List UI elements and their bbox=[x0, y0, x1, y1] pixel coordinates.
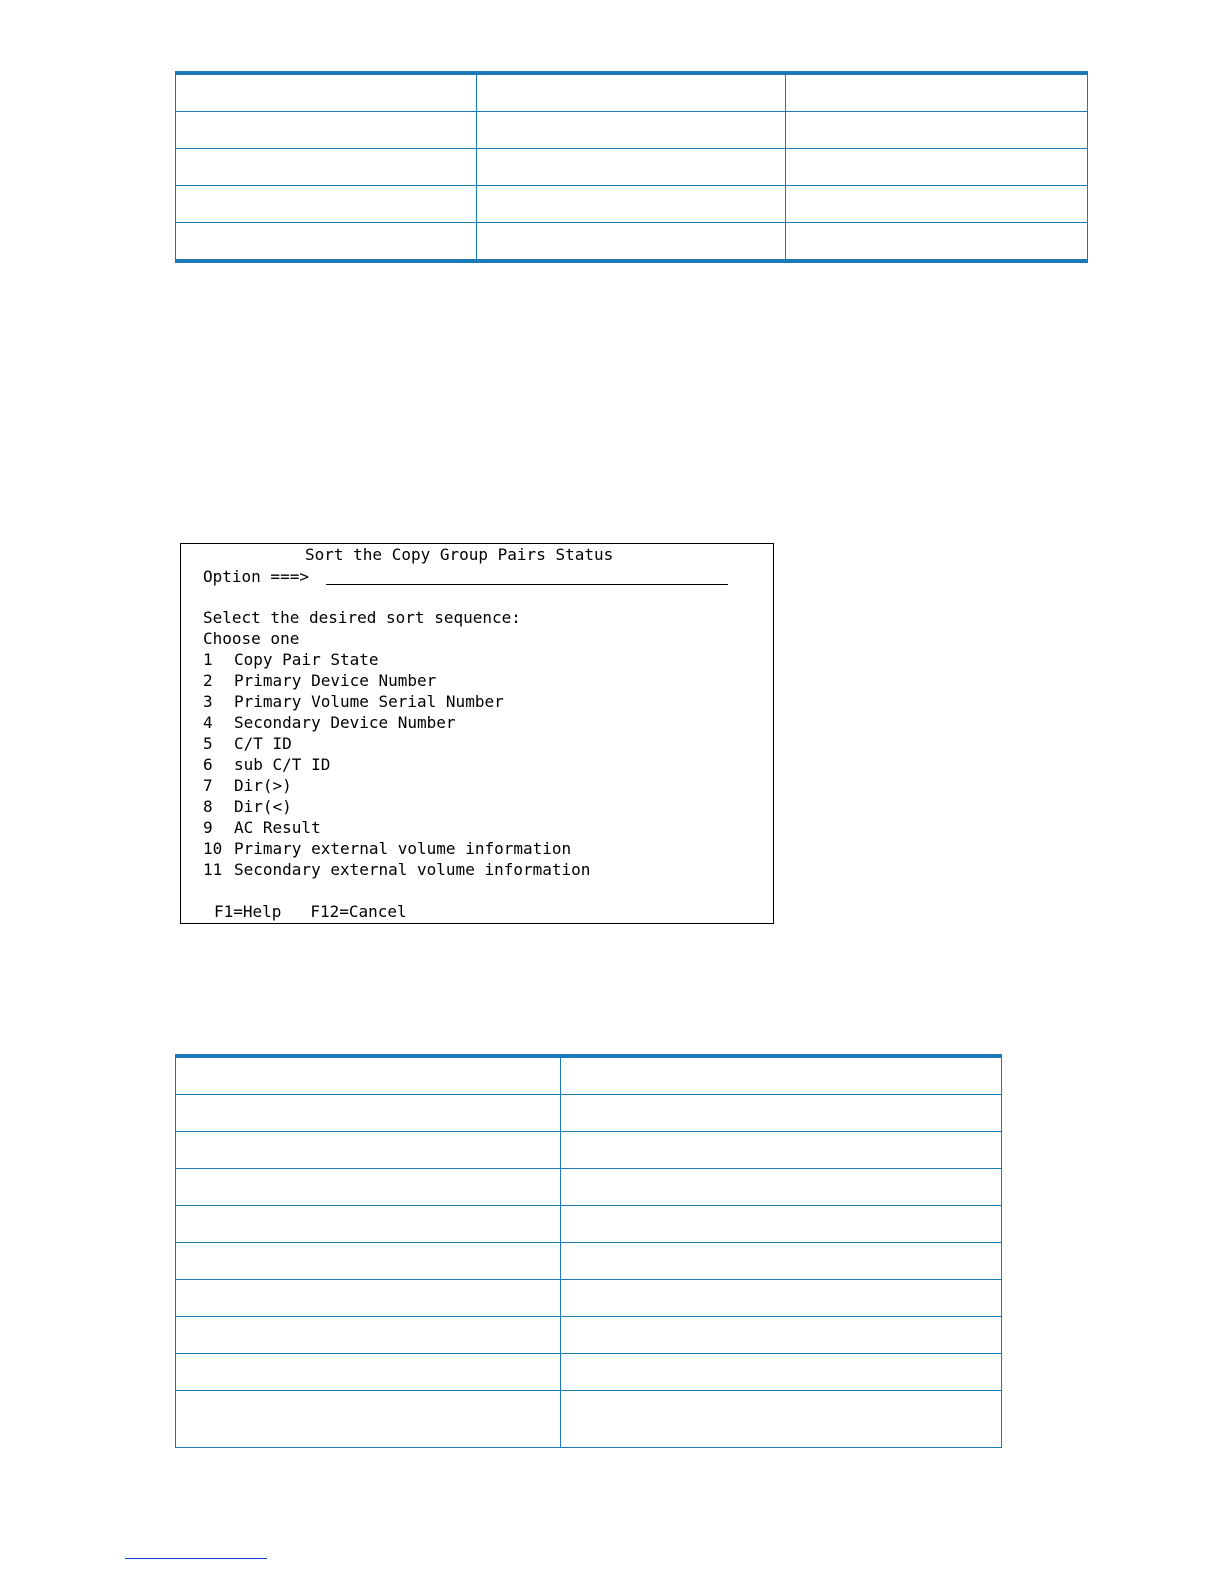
option-number: 8 bbox=[203, 797, 213, 816]
option-label: Secondary external volume information bbox=[234, 860, 591, 879]
table-row bbox=[176, 1056, 1002, 1095]
option-number: 10 bbox=[203, 839, 223, 858]
table-row bbox=[176, 1095, 1002, 1132]
table-bottom bbox=[175, 1054, 1002, 1448]
sort-option-5[interactable] bbox=[203, 733, 590, 754]
sort-option-3[interactable] bbox=[203, 691, 590, 712]
help-key[interactable]: F1=Help bbox=[214, 902, 282, 921]
option-number: 11 bbox=[203, 860, 223, 879]
table-row bbox=[176, 1317, 1002, 1354]
sort-option-4[interactable] bbox=[203, 712, 590, 733]
table-row bbox=[176, 1132, 1002, 1169]
option-number: 7 bbox=[203, 776, 213, 795]
option-number: 5 bbox=[203, 734, 213, 753]
option-label: Secondary Device Number bbox=[234, 713, 456, 732]
footer-link-rule bbox=[125, 1558, 267, 1559]
table-row bbox=[176, 1354, 1002, 1391]
table-row bbox=[176, 149, 1088, 186]
table-top bbox=[175, 71, 1088, 263]
option-label: Primary Volume Serial Number bbox=[234, 692, 504, 711]
panel-title: Sort the Copy Group Pairs Status bbox=[305, 545, 614, 564]
sort-option-6[interactable] bbox=[203, 754, 590, 775]
table-row bbox=[176, 112, 1088, 149]
table-row bbox=[176, 73, 1088, 112]
table-row bbox=[176, 1206, 1002, 1243]
sort-option-2[interactable] bbox=[203, 670, 590, 691]
sort-option-8[interactable] bbox=[203, 796, 590, 817]
sort-option-11[interactable] bbox=[203, 859, 590, 880]
table-row bbox=[176, 1391, 1002, 1448]
sort-option-1[interactable] bbox=[203, 649, 590, 670]
option-number: 4 bbox=[203, 713, 213, 732]
table-row bbox=[176, 223, 1088, 262]
option-label: Dir(>) bbox=[234, 776, 292, 795]
option-label: Dir(<) bbox=[234, 797, 292, 816]
option-label: Option ===> bbox=[203, 567, 309, 586]
sort-options-list bbox=[203, 649, 590, 880]
table-row bbox=[176, 1243, 1002, 1280]
option-label: AC Result bbox=[234, 818, 321, 837]
option-number: 3 bbox=[203, 692, 213, 711]
option-label: sub C/T ID bbox=[234, 755, 331, 774]
sort-option-9[interactable] bbox=[203, 817, 590, 838]
option-label: C/T ID bbox=[234, 734, 292, 753]
option-number: 6 bbox=[203, 755, 213, 774]
choose-label: Choose one bbox=[203, 629, 300, 648]
option-input[interactable] bbox=[326, 584, 728, 585]
cancel-key[interactable]: F12=Cancel bbox=[310, 902, 407, 921]
option-label: Copy Pair State bbox=[234, 650, 379, 669]
option-number: 9 bbox=[203, 818, 213, 837]
table-row bbox=[176, 1280, 1002, 1317]
function-keys bbox=[214, 901, 407, 922]
table-row bbox=[176, 186, 1088, 223]
table-row bbox=[176, 1169, 1002, 1206]
sort-option-10[interactable] bbox=[203, 838, 590, 859]
instruction-text: Select the desired sort sequence: bbox=[203, 608, 521, 627]
sort-option-7[interactable] bbox=[203, 775, 590, 796]
option-label: Primary Device Number bbox=[234, 671, 437, 690]
sort-panel bbox=[180, 543, 774, 924]
option-number: 2 bbox=[203, 671, 213, 690]
option-label: Primary external volume information bbox=[234, 839, 572, 858]
option-number: 1 bbox=[203, 650, 213, 669]
